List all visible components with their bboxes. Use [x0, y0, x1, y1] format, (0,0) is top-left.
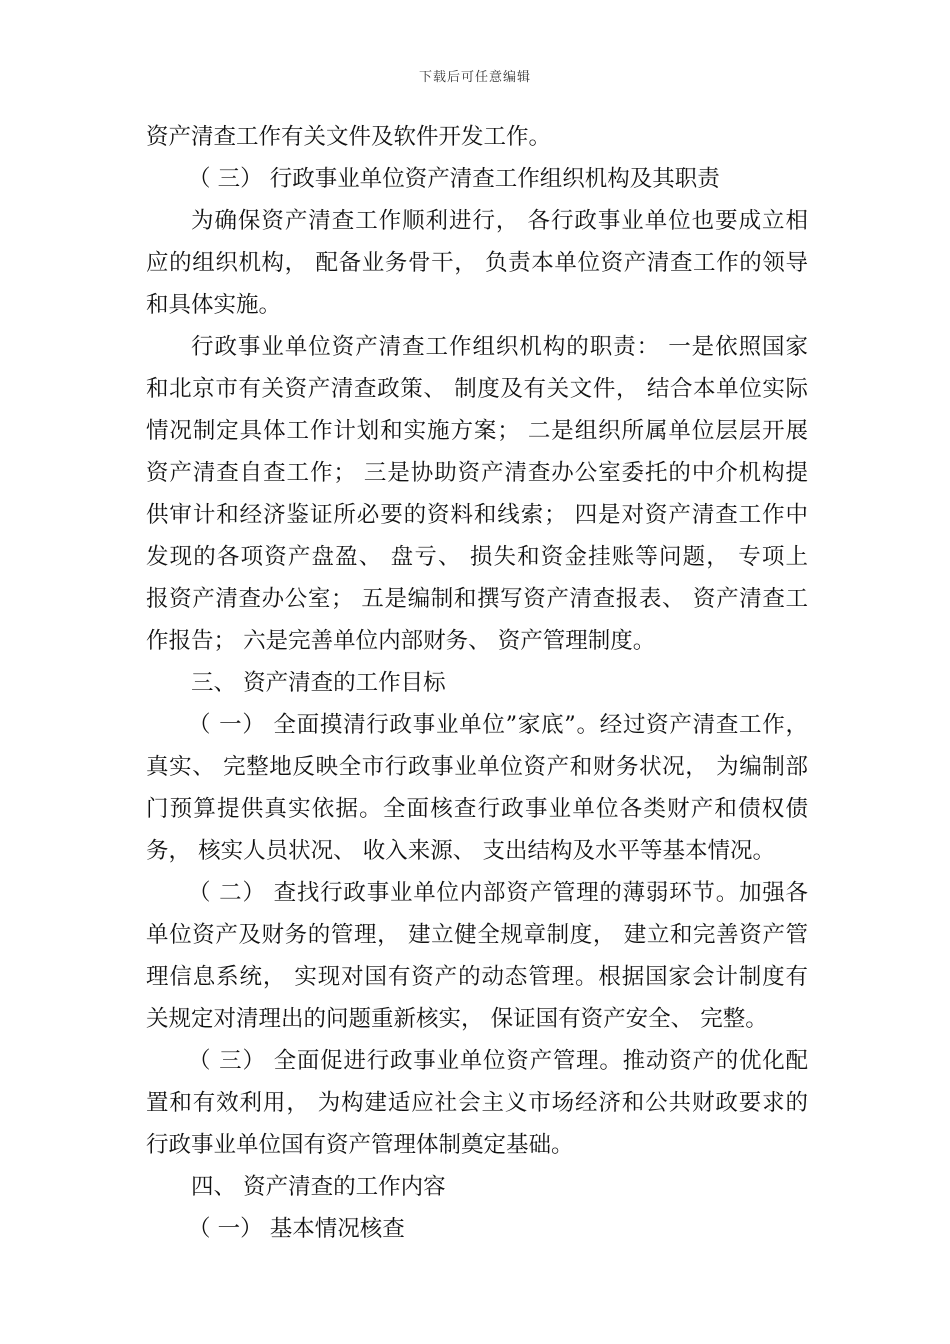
- text-line: 供审计和经济鉴证所必要的资料和线索； 四是对资产清查工作中: [146, 502, 808, 528]
- document-body: [146, 116, 808, 1250]
- text-line: 门预算提供真实依据。全面核查行政事业单位各类财产和债权债: [146, 796, 808, 822]
- text-line: （ 一） 基本情况核查: [188, 1216, 405, 1242]
- text-line: （ 一） 全面摸清行政事业单位”家底”。经过资产清查工作，: [188, 712, 808, 738]
- text-line: 行政事业单位资产清查工作组织机构的职责： 一是依照国家: [191, 334, 808, 360]
- text-line: （ 三） 行政事业单位资产清查工作组织机构及其职责: [188, 166, 720, 192]
- text-line: 应的组织机构， 配备业务骨干， 负责本单位资产清查工作的领导: [146, 250, 808, 276]
- text-line: 置和有效利用， 为构建适应社会主义市场经济和公共财政要求的: [146, 1090, 808, 1116]
- text-line: 和北京市有关资产清查政策、 制度及有关文件， 结合本单位实际: [146, 376, 808, 402]
- text-line: 单位资产及财务的管理， 建立健全规章制度， 建立和完善资产管: [146, 922, 808, 948]
- text-line: 报资产清查办公室； 五是编制和撰写资产清查报表、 资产清查工: [146, 586, 808, 612]
- text-line: 作报告； 六是完善单位内部财务、 资产管理制度。: [146, 628, 656, 654]
- text-line: 真实、 完整地反映全市行政事业单位资产和财务状况， 为编制部: [146, 754, 808, 780]
- text-line: 四、 资产清查的工作内容: [191, 1174, 446, 1200]
- text-line: 三、 资产清查的工作目标: [191, 670, 446, 696]
- text-line: 发现的各项资产盘盈、 盘亏、 损失和资金挂账等问题， 专项上: [146, 544, 808, 570]
- text-line: 为确保资产清查工作顺利进行， 各行政事业单位也要成立相: [191, 208, 808, 234]
- text-line: （ 二） 查找行政事业单位内部资产管理的薄弱环节。加强各: [188, 880, 808, 906]
- text-line: 和具体实施。: [146, 292, 282, 318]
- text-line: 情况制定具体工作计划和实施方案； 二是组织所属单位层层开展: [146, 418, 808, 444]
- text-line: 务， 核实人员状况、 收入来源、 支出结构及水平等基本情况。: [146, 838, 775, 864]
- text-line: 行政事业单位国有资产管理体制奠定基础。: [146, 1132, 574, 1158]
- text-line: 资产清查自查工作； 三是协助资产清查办公室委托的中介机构提: [146, 460, 808, 486]
- text-line: 关规定对清理出的问题重新核实， 保证国有资产安全、 完整。: [146, 1006, 768, 1032]
- text-line: （ 三） 全面促进行政事业单位资产管理。推动资产的优化配: [188, 1048, 808, 1074]
- page-header: 下载后可任意编辑: [418, 70, 531, 85]
- text-line: 资产清查工作有关文件及软件开发工作。: [146, 124, 552, 150]
- text-line: 理信息系统， 实现对国有资产的动态管理。根据国家会计制度有: [146, 964, 808, 990]
